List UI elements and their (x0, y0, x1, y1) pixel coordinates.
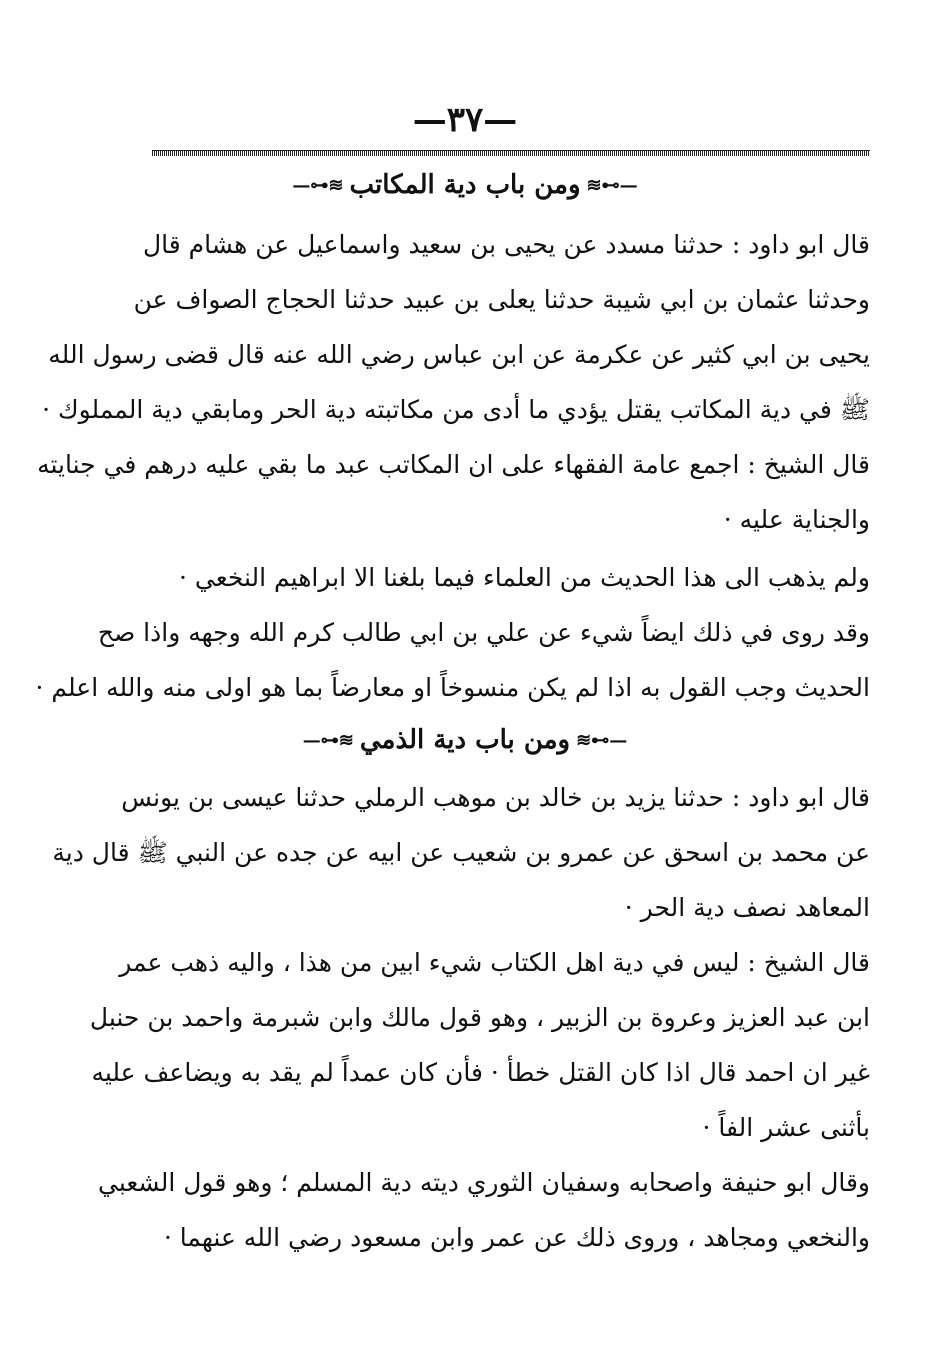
text-line: عن محمد بن اسحق عن عمرو بن شعيب عن ابيه عن جده عن النبي ﷺ قال دية (52, 838, 870, 867)
paragraph-7 (97, 1155, 870, 1265)
ornament-left: —⊶≋ (292, 174, 344, 196)
section-heading-mukatab (0, 167, 930, 203)
section-heading-dhimmi (0, 722, 930, 758)
text-line: ﷺ في دية المكاتب يقتل يؤدي ما أدى من مكاتبته دية الحر ومابقي دية المملوك · (42, 395, 870, 424)
text-line: قال الشيخ : ليس في دية اهل الكتاب شيء ابين من هذا ، واليه ذهب عمر (119, 948, 870, 977)
paragraph-5 (52, 770, 870, 935)
paragraph-1 (42, 217, 870, 437)
ornament-left: —⊶≋ (302, 729, 354, 751)
header-rule (152, 150, 870, 156)
page-number: —٣٧— (412, 100, 518, 140)
ornament-right: ≋⊷— (576, 729, 628, 751)
text-line: ابن عبد العزيز وعروة بن الزبير ، وهو قول مالك وابن شبرمة واحمد بن حنبل (89, 1003, 870, 1032)
text-line: والنخعي ومجاهد ، وروى ذلك عن عمر وابن مسعود رضي الله عنهما · (163, 1223, 870, 1252)
heading-text: ومن باب دية الذمي (359, 725, 571, 755)
text-line: قال الشيخ : اجمع عامة الفقهاء على ان المكاتب عبد ما بقي عليه درهم في جنايته (37, 450, 870, 479)
text-line: قال ابو داود : حدثنا يزيد بن خالد بن موهب الرملي حدثنا عيسى بن يونس (121, 783, 870, 812)
paragraph-4 (35, 605, 870, 715)
heading-text: ومن باب دية المكاتب (349, 170, 581, 200)
text-line: والجناية عليه · (723, 505, 870, 534)
text-line: يحيى بن ابي كثير عن عكرمة عن ابن عباس رضي الله عنه قال قضى رسول الله (48, 340, 870, 369)
text-line: قال ابو داود : حدثنا مسدد عن يحيى بن سعيد واسماعيل عن هشام قال (143, 230, 870, 259)
paragraph-2 (37, 437, 870, 547)
text-line: وقال ابو حنيفة واصحابه وسفيان الثوري ديته دية المسلم ؛ وهو قول الشعبي (97, 1168, 870, 1197)
text-line: وقد روى في ذلك ايضاً شيء عن علي بن ابي طالب كرم الله وجهه واذا صح (97, 618, 870, 647)
text-line: بأثنى عشر الفاً · (702, 1113, 870, 1142)
text-line: غير ان احمد قال اذا كان القتل خطأ · فأن كان عمداً لم يقد به ويضاعف عليه (91, 1058, 870, 1087)
text-line: وحدثنا عثمان بن ابي شيبة حدثنا يعلى بن عبيد حدثنا الحجاج الصواف عن (133, 285, 870, 314)
paragraph-6 (89, 935, 870, 1155)
ornament-right: ≋⊷— (586, 174, 638, 196)
text-line: ولم يذهب الى هذا الحديث من العلماء فيما بلغنا الا ابراهيم النخعي · (179, 563, 870, 592)
text-line: المعاهد نصف دية الحر · (624, 893, 870, 922)
text-line: الحديث وجب القول به اذا لم يكن منسوخاً او معارضاً بما هو اولى منه والله اعلم · (35, 673, 870, 702)
paragraph-3 (152, 550, 870, 605)
